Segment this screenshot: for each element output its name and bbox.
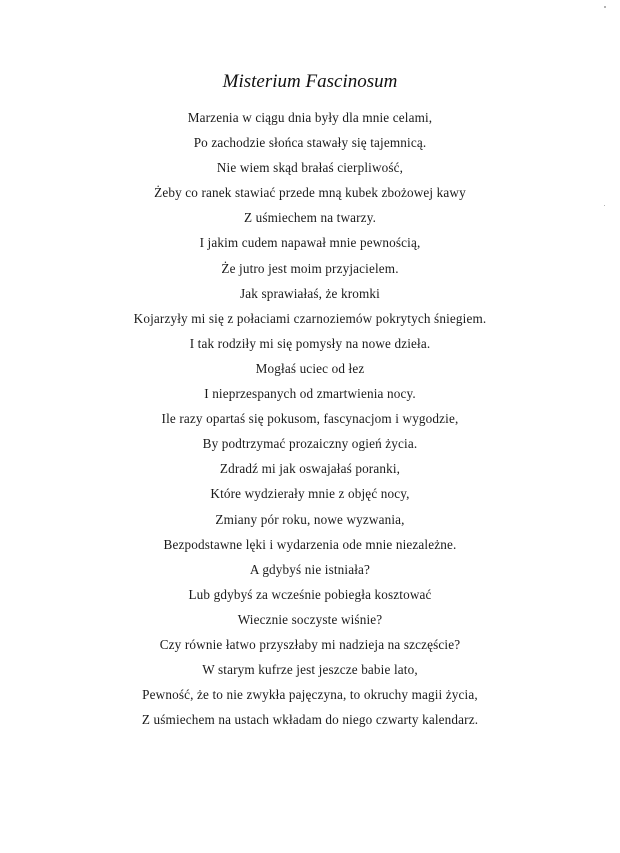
poem-line: Które wydzierały mnie z objęć nocy, bbox=[210, 486, 410, 502]
poem-line: A gdybyś nie istniała? bbox=[249, 561, 371, 577]
poem-line: Z uśmiechem na ustach wkładam do niego czwarty kalendarz. bbox=[141, 712, 479, 728]
poem-line: Kojarzyły mi się z połaciami czarnoziemów pokrytych śniegiem. bbox=[133, 310, 487, 326]
scan-speck bbox=[604, 6, 606, 8]
poem-line: Zmiany pór roku, nowe wyzwania, bbox=[215, 511, 405, 527]
scan-speck bbox=[604, 205, 605, 206]
poem-line: Pewność, że to nie zwykła pajęczyna, to okruchy magii życia, bbox=[142, 687, 478, 703]
poem-line: Zdradź mi jak oswajałaś poranki, bbox=[219, 461, 401, 477]
poem-line: I tak rodziły mi się pomysły na nowe dzieła. bbox=[189, 335, 431, 351]
poem-line: Z uśmiechem na twarzy. bbox=[243, 210, 377, 226]
poem-line: I jakim cudem napawał mnie pewnością, bbox=[199, 235, 421, 251]
poem-line: Ile razy opartaś się pokusom, fascynacjom i wygodzie, bbox=[161, 411, 459, 427]
poem-line: Marzenia w ciągu dnia były dla mnie celami, bbox=[187, 110, 433, 125]
poem-line: Lub gdybyś za wcześnie pobiegła kosztować bbox=[188, 586, 432, 602]
poem-line: Mogłaś uciec od łez bbox=[255, 360, 365, 376]
poem-line: Jak sprawiałaś, że kromki bbox=[240, 285, 380, 301]
poem-line: I nieprzespanych od zmartwienia nocy. bbox=[204, 386, 416, 402]
poem-line: Żeby co ranek stawiać przede mną kubek zbożowej kawy bbox=[154, 185, 466, 201]
poem-line: Nie wiem skąd brałaś cierpliwość, bbox=[216, 160, 404, 176]
poem-line: Wiecznie soczyste wiśnie? bbox=[237, 611, 383, 627]
poem-line: W starym kufrze jest jeszcze babie lato, bbox=[202, 662, 418, 678]
poem-title: Misterium Fascinosum bbox=[222, 71, 398, 92]
poem-line: Bezpodstawne lęki i wydarzenia ode mnie niezależne. bbox=[163, 536, 457, 552]
poem-line: By podtrzymać prozaiczny ogień życia. bbox=[202, 436, 418, 452]
poem-line: Czy równie łatwo przyszłaby mi nadzieja na szczęście? bbox=[159, 636, 461, 652]
poem-line: Po zachodzie słońca stawały się tajemnicą. bbox=[193, 135, 427, 151]
poem-line: Że jutro jest moim przyjacielem. bbox=[221, 260, 399, 276]
poem-body bbox=[0, 105, 620, 732]
